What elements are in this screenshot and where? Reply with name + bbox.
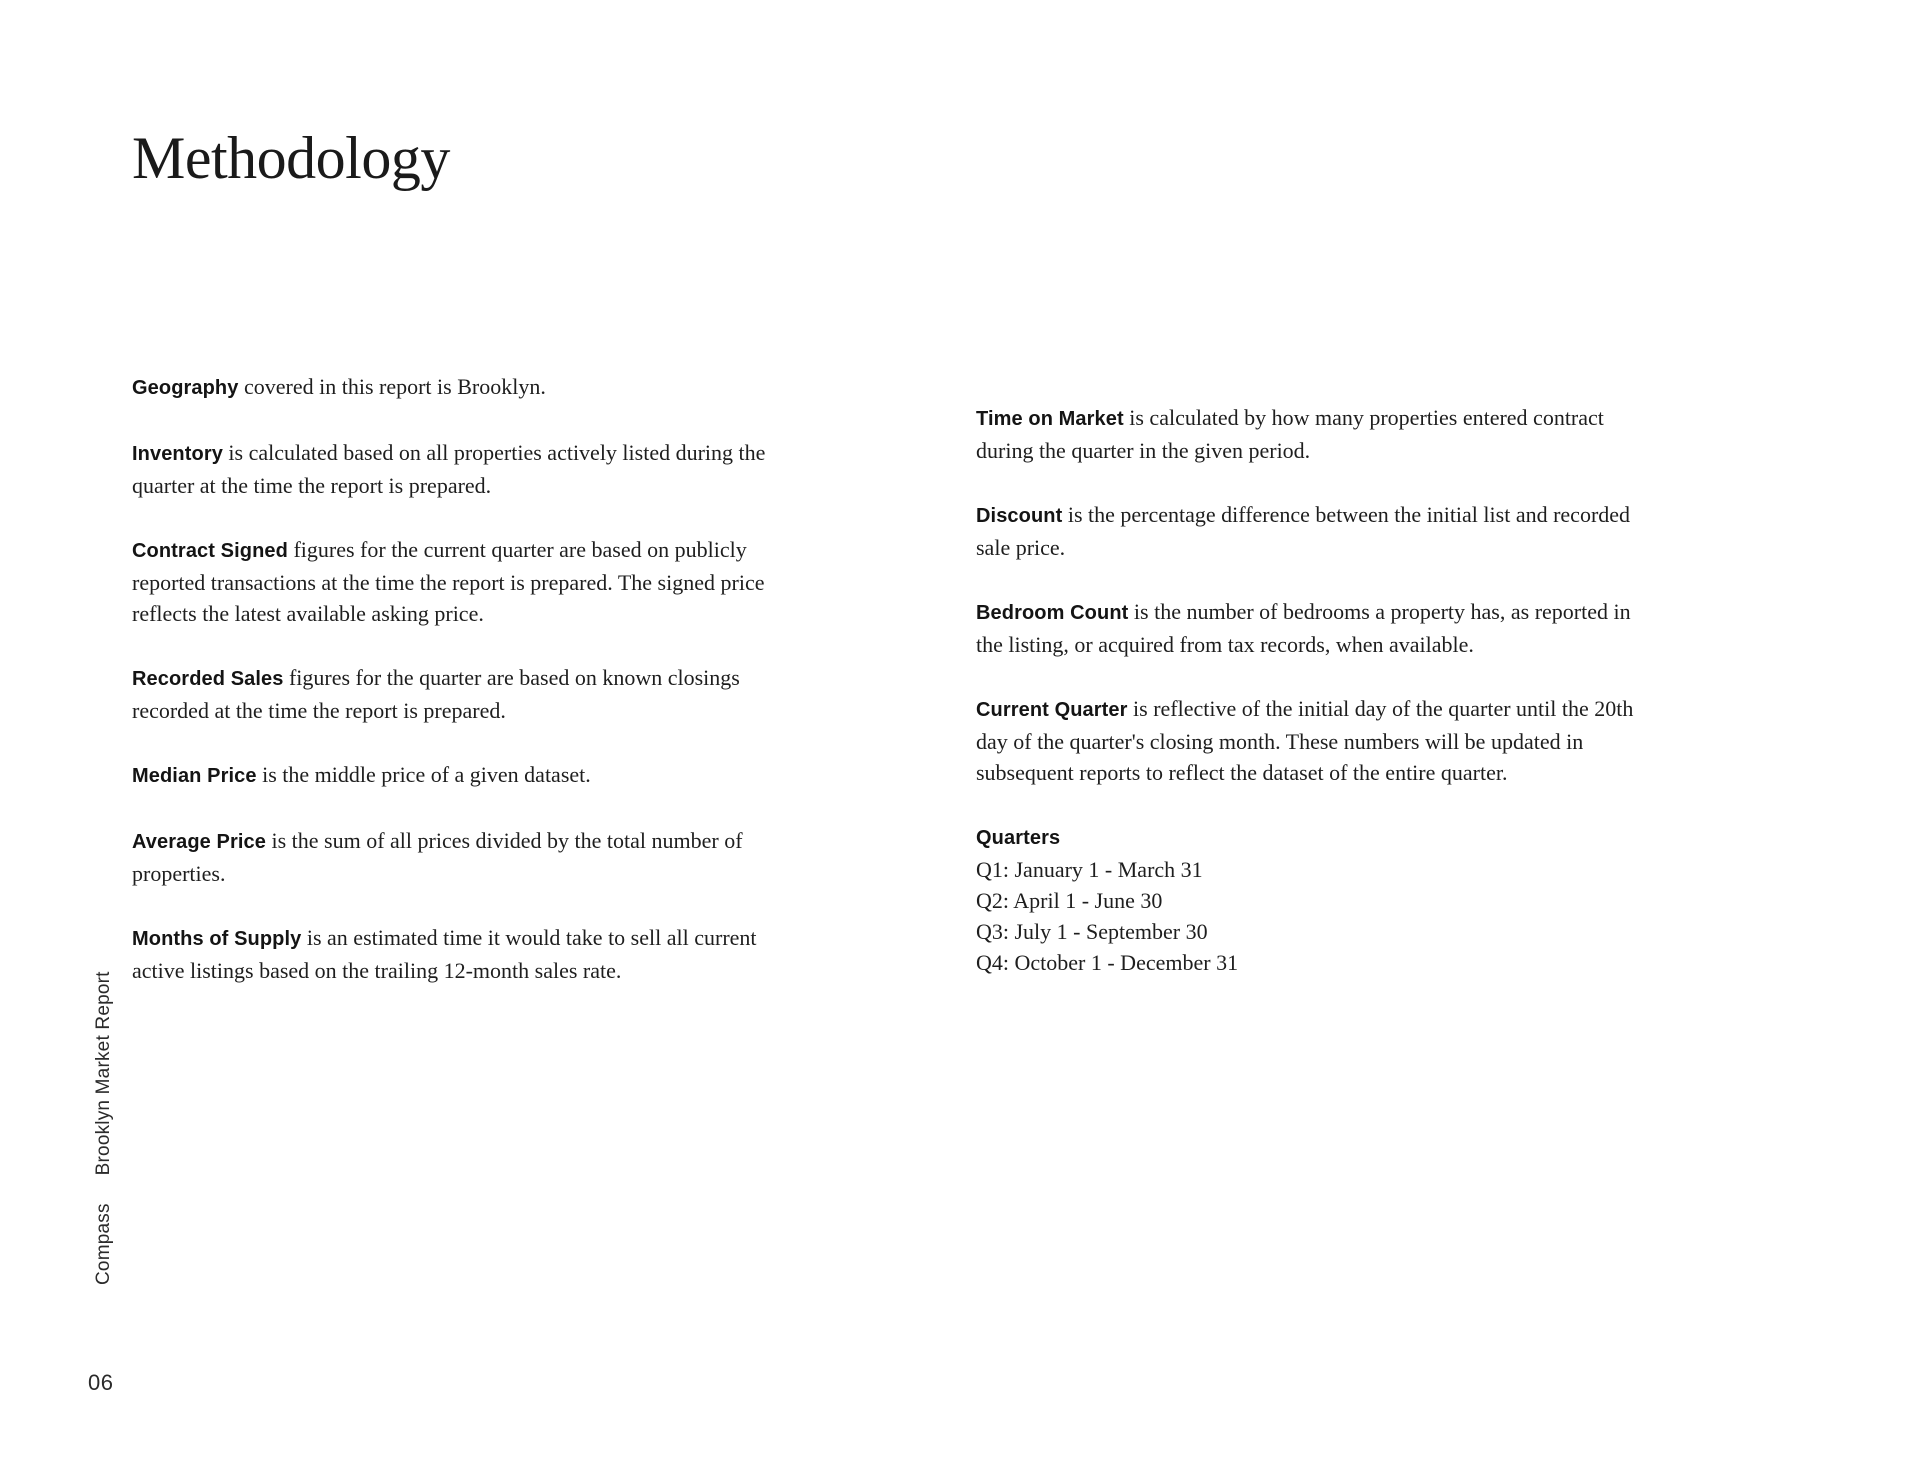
definition-term: Average Price — [132, 831, 266, 853]
definition-paragraph: Average Price is the sum of all prices divided by the total number of properties. — [132, 828, 743, 886]
definition-paragraph: Quarters Q1: January 1 - March 31 Q2: April 1 - June 30 Q3: July 1 - September 30 Q4: October 1 - December 31 — [976, 827, 1239, 975]
footer-report-label: Brooklyn Market Report — [93, 971, 114, 1176]
definition-paragraph: Contract Signed figures for the current quarter are based on publicly reported transactions at the time the report is prepared. The signed price reflects the latest available asking price. — [132, 537, 765, 626]
vertical-footer-label — [92, 965, 116, 1285]
definition-term: Quarters — [976, 827, 1061, 849]
page-title: Methodology — [132, 125, 450, 191]
definition-paragraph: Discount is the percentage difference between the initial list and recorded sale price. — [976, 502, 1631, 560]
definitions-right-column — [976, 402, 1821, 1011]
definition-paragraph: Months of Supply is an estimated time it would take to sell all current active listings based on the trailing 12-month sales rate. — [132, 925, 757, 983]
definition-term: Recorded Sales — [132, 668, 284, 690]
definition-term: Bedroom Count — [976, 602, 1129, 624]
definition-paragraph: Current Quarter is reflective of the initial day of the quarter until the 20th day of the quarter's closing month. These numbers will be updated in subsequent reports to reflect the dataset of the entire quarter. — [976, 696, 1634, 785]
definitions-left-column — [132, 371, 977, 1019]
definition-paragraph: Geography covered in this report is Brooklyn. — [132, 374, 546, 399]
definition-term: Time on Market — [976, 408, 1124, 430]
definition-term: Current Quarter — [976, 699, 1128, 721]
definition-paragraph: Inventory is calculated based on all properties actively listed during the quarter at the time the report is prepared. — [132, 440, 766, 498]
page-number: 06 — [88, 1370, 114, 1395]
definition-term: Discount — [976, 505, 1063, 527]
definition-paragraph: Median Price is the middle price of a given dataset. — [132, 762, 591, 787]
definition-paragraph: Bedroom Count is the number of bedrooms a property has, as reported in the listing, or acquired from tax records, when available. — [976, 599, 1631, 657]
definition-paragraph: Time on Market is calculated by how many properties entered contract during the quarter in the given period. — [976, 405, 1604, 463]
definition-term: Inventory — [132, 443, 223, 465]
definition-term: Contract Signed — [132, 540, 288, 562]
footer-brand-label: Compass — [93, 1203, 114, 1285]
definition-term: Geography — [132, 377, 239, 399]
definition-term: Months of Supply — [132, 928, 302, 950]
definition-term: Median Price — [132, 765, 257, 787]
definition-paragraph: Recorded Sales figures for the quarter are based on known closings recorded at the time the report is prepared. — [132, 665, 740, 723]
